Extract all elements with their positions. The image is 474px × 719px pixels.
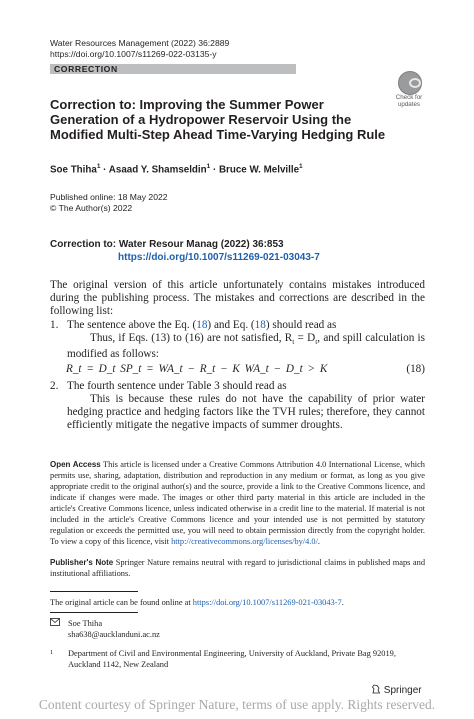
publication-info <box>50 192 168 214</box>
equation-ref-link[interactable]: 18 <box>196 319 208 331</box>
item1-quote: Thus, if Eqs. (13) to (16) are not satisfied, $R_t = D_t$, and spill calculation is modified as follows: <box>67 332 426 361</box>
author-name: Bruce W. Melville <box>218 164 300 176</box>
journal-header <box>50 38 229 60</box>
section-label: CORRECTION <box>54 63 118 74</box>
correction-heading: Correction to: Water Resour Manag (2022) 36:853 <box>50 239 284 250</box>
doi-line[interactable]: https://doi.org/10.1007/s11269-022-03135-y <box>50 49 217 59</box>
badge-label: Check for updates <box>395 94 423 108</box>
springer-logo <box>371 684 422 696</box>
list-number: 2. <box>50 380 59 392</box>
affiliation-text: Department of Civil and Environmental Engineering, University of Auckland, Private Bag 92019, Auckland 1142, New Zealand <box>68 649 396 669</box>
intro-paragraph: The original version of this article unfortunately contains mistakes introduced during the publishing process. The mistakes and corrections are described in the following list: <box>50 279 425 317</box>
journal-citation: Water Resources Management (2022) 36:2889 <box>50 38 230 48</box>
author-list: Soe Thiha$^1$ · Asaad Y. Shamseldin$^1$ · Bruce W. Melville$^1$ <box>50 163 303 176</box>
author-name: Soe Thiha <box>50 164 97 176</box>
copyright: © The Author(s) 2022 <box>50 203 133 213</box>
section-label-bar <box>50 64 296 74</box>
check-updates-icon <box>398 71 422 95</box>
open-access-label: Open Access <box>50 460 101 469</box>
footnote-rule <box>50 591 138 592</box>
footnote-rule <box>50 612 138 613</box>
correction-doi-link[interactable]: https://doi.org/10.1007/s11269-021-03043-7 <box>118 252 320 263</box>
equation-text: R_t = D_t SP_t = WA_t − R_t − K WA_t − D_t > K <box>66 363 328 375</box>
item1-text: The sentence above the Eq. (18) and Eq. (18) should read as <box>67 319 337 331</box>
license-link[interactable]: http://creativecommons.org/licenses/by/4.0/ <box>171 537 318 546</box>
publishers-note-label: Publisher's Note <box>50 558 114 567</box>
affiliation-number: 1 <box>50 649 54 656</box>
envelope-icon <box>50 618 60 629</box>
original-article-note: The original article can be found online at https://doi.org/10.1007/s11269-021-03043-7. <box>50 598 344 607</box>
publisher-name: Springer <box>383 685 422 696</box>
equation-ref-link[interactable]: 18 <box>254 319 266 331</box>
publishers-note: Publisher's Note Springer Nature remains neutral with regard to jurisdictional claims in published maps and institutional affiliations. <box>50 558 426 578</box>
contact-name: Soe Thiha <box>68 619 103 628</box>
article-title: Correction to: Improving the Summer Power Generation of a Hydropower Reservoir Using the Modified Multi-Step Ahead Time-Varying Hedging Rule <box>50 97 386 142</box>
original-article-link[interactable]: https://doi.org/10.1007/s11269-021-03043-7 <box>192 598 342 607</box>
open-access-paragraph: Open Access This article is licensed under a Creative Commons Attribution 4.0 International License, which permits use, sharing, adaptation, distribution and reproduction in any medium or format, as long as you give appropriate credit to the original author(s) and the source, provide a link to the Creative Commons licence, and indicate if changes were made. The images or other third party material in this article are included in the article's Creative Commons licence, unless indicated otherwise in a credit line to the material. If material is not included in the article's Creative Commons licence and your intended use is not permitted by statutory regulation or exceeds the permitted use, you will need to obtain permission directly from the copyright holder. To view a copy of this licence, visit http://creativecommons.org/licenses/by/4.0/. <box>50 460 425 546</box>
courtesy-watermark: Content courtesy of Springer Nature, terms of use apply. Rights reserved. <box>38 697 436 712</box>
list-number: 1. <box>50 319 59 331</box>
item2-quote: This is because these rules do not have the capability of prior water hedging practice and hedging factors like the TVH rules; therefore, they cannot efficiently mitigate the negative impacts of summer droughts. <box>67 393 425 431</box>
springer-horse-icon <box>371 685 384 696</box>
equation-number: (18) <box>406 363 425 375</box>
list-item-1 <box>50 319 425 332</box>
contact-email[interactable]: sha638@aucklanduni.ac.nz <box>68 630 160 639</box>
published-date: Published online: 18 May 2022 <box>50 192 168 202</box>
author-name: Asaad Y. Shamseldin <box>108 164 207 176</box>
list-item-2 <box>50 380 425 393</box>
check-for-updates-badge[interactable] <box>393 71 425 115</box>
item2-text: The fourth sentence under Table 3 should read as <box>67 380 287 392</box>
equation-18 <box>66 363 425 375</box>
